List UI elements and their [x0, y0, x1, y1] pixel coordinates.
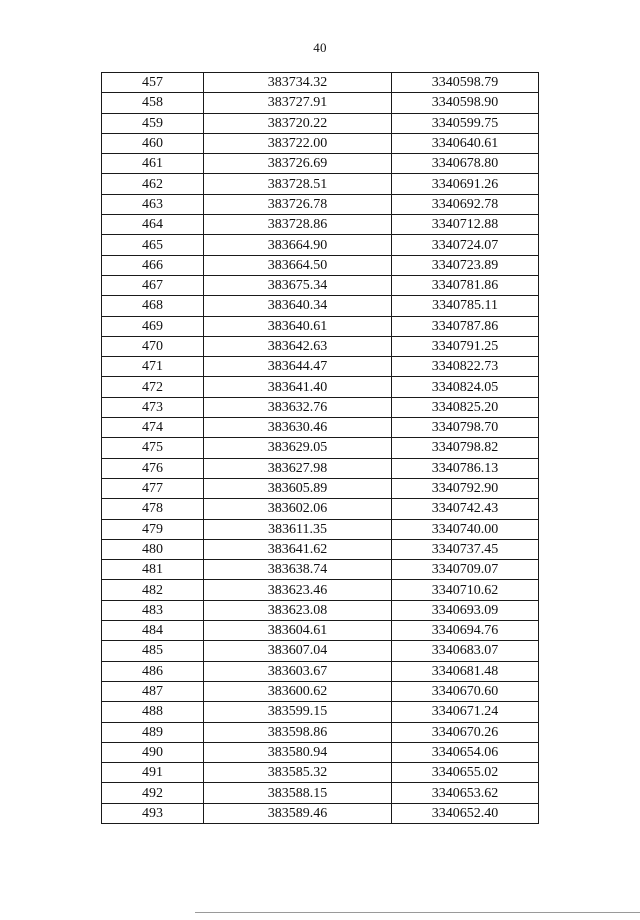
x-coordinate-cell: 383641.40: [204, 377, 392, 397]
x-coordinate-cell: 383720.22: [204, 113, 392, 133]
table-row: [102, 438, 539, 458]
table-row: [102, 154, 539, 174]
y-coordinate-cell: 3340798.82: [392, 438, 539, 458]
point-number-cell: 466: [102, 255, 204, 275]
y-coordinate-cell: 3340822.73: [392, 357, 539, 377]
point-number-cell: 470: [102, 336, 204, 356]
point-number-cell: 476: [102, 458, 204, 478]
table-row: [102, 357, 539, 377]
x-coordinate-cell: 383664.50: [204, 255, 392, 275]
y-coordinate-cell: 3340785.11: [392, 296, 539, 316]
y-coordinate-cell: 3340691.26: [392, 174, 539, 194]
x-coordinate-cell: 383623.46: [204, 580, 392, 600]
table-row: [102, 519, 539, 539]
table-row: [102, 418, 539, 438]
table-row: [102, 763, 539, 783]
table-row: [102, 661, 539, 681]
y-coordinate-cell: 3340742.43: [392, 499, 539, 519]
table-row: [102, 215, 539, 235]
table-row: [102, 681, 539, 701]
x-coordinate-cell: 383598.86: [204, 722, 392, 742]
y-coordinate-cell: 3340598.90: [392, 93, 539, 113]
y-coordinate-cell: 3340653.62: [392, 783, 539, 803]
x-coordinate-cell: 383603.67: [204, 661, 392, 681]
table-row: [102, 377, 539, 397]
y-coordinate-cell: 3340671.24: [392, 702, 539, 722]
x-coordinate-cell: 383640.34: [204, 296, 392, 316]
table-row: [102, 600, 539, 620]
y-coordinate-cell: 3340787.86: [392, 316, 539, 336]
point-number-cell: 458: [102, 93, 204, 113]
point-number-cell: 487: [102, 681, 204, 701]
x-coordinate-cell: 383623.08: [204, 600, 392, 620]
x-coordinate-cell: 383632.76: [204, 397, 392, 417]
x-coordinate-cell: 383675.34: [204, 275, 392, 295]
y-coordinate-cell: 3340692.78: [392, 194, 539, 214]
x-coordinate-cell: 383588.15: [204, 783, 392, 803]
y-coordinate-cell: 3340792.90: [392, 478, 539, 498]
point-number-cell: 474: [102, 418, 204, 438]
point-number-cell: 457: [102, 73, 204, 93]
table-row: [102, 397, 539, 417]
point-number-cell: 480: [102, 539, 204, 559]
x-coordinate-cell: 383604.61: [204, 621, 392, 641]
point-number-cell: 465: [102, 235, 204, 255]
y-coordinate-cell: 3340710.62: [392, 580, 539, 600]
y-coordinate-cell: 3340737.45: [392, 539, 539, 559]
point-number-cell: 469: [102, 316, 204, 336]
y-coordinate-cell: 3340740.00: [392, 519, 539, 539]
point-number-cell: 483: [102, 600, 204, 620]
x-coordinate-cell: 383642.63: [204, 336, 392, 356]
y-coordinate-cell: 3340693.09: [392, 600, 539, 620]
table-row: [102, 93, 539, 113]
table-row: [102, 621, 539, 641]
point-number-cell: 484: [102, 621, 204, 641]
table-row: [102, 194, 539, 214]
y-coordinate-cell: 3340655.02: [392, 763, 539, 783]
y-coordinate-cell: 3340670.26: [392, 722, 539, 742]
y-coordinate-cell: 3340598.79: [392, 73, 539, 93]
x-coordinate-cell: 383629.05: [204, 438, 392, 458]
x-coordinate-cell: 383630.46: [204, 418, 392, 438]
table-row: [102, 133, 539, 153]
y-coordinate-cell: 3340781.86: [392, 275, 539, 295]
table-row: [102, 560, 539, 580]
point-number-cell: 464: [102, 215, 204, 235]
x-coordinate-cell: 383728.51: [204, 174, 392, 194]
x-coordinate-cell: 383627.98: [204, 458, 392, 478]
point-number-cell: 482: [102, 580, 204, 600]
y-coordinate-cell: 3340709.07: [392, 560, 539, 580]
x-coordinate-cell: 383664.90: [204, 235, 392, 255]
table-row: [102, 722, 539, 742]
point-number-cell: 468: [102, 296, 204, 316]
point-number-cell: 471: [102, 357, 204, 377]
x-coordinate-cell: 383602.06: [204, 499, 392, 519]
y-coordinate-cell: 3340712.88: [392, 215, 539, 235]
table-row: [102, 580, 539, 600]
y-coordinate-cell: 3340683.07: [392, 641, 539, 661]
y-coordinate-cell: 3340678.80: [392, 154, 539, 174]
bottom-rule: [195, 912, 640, 913]
table-row: [102, 113, 539, 133]
table-row: [102, 803, 539, 823]
y-coordinate-cell: 3340652.40: [392, 803, 539, 823]
table-row: [102, 73, 539, 93]
point-number-cell: 478: [102, 499, 204, 519]
table-row: [102, 702, 539, 722]
y-coordinate-cell: 3340654.06: [392, 742, 539, 762]
x-coordinate-cell: 383727.91: [204, 93, 392, 113]
y-coordinate-cell: 3340825.20: [392, 397, 539, 417]
point-number-cell: 491: [102, 763, 204, 783]
y-coordinate-cell: 3340670.60: [392, 681, 539, 701]
table-row: [102, 458, 539, 478]
point-number-cell: 489: [102, 722, 204, 742]
x-coordinate-cell: 383589.46: [204, 803, 392, 823]
y-coordinate-cell: 3340599.75: [392, 113, 539, 133]
x-coordinate-cell: 383611.35: [204, 519, 392, 539]
point-number-cell: 467: [102, 275, 204, 295]
point-number-cell: 486: [102, 661, 204, 681]
x-coordinate-cell: 383580.94: [204, 742, 392, 762]
x-coordinate-cell: 383728.86: [204, 215, 392, 235]
y-coordinate-cell: 3340786.13: [392, 458, 539, 478]
x-coordinate-cell: 383585.32: [204, 763, 392, 783]
x-coordinate-cell: 383726.78: [204, 194, 392, 214]
x-coordinate-cell: 383641.62: [204, 539, 392, 559]
x-coordinate-cell: 383644.47: [204, 357, 392, 377]
table-row: [102, 539, 539, 559]
point-number-cell: 475: [102, 438, 204, 458]
point-number-cell: 462: [102, 174, 204, 194]
point-number-cell: 460: [102, 133, 204, 153]
table-row: [102, 478, 539, 498]
table-row: [102, 235, 539, 255]
table-row: [102, 499, 539, 519]
table-row: [102, 742, 539, 762]
table-row: [102, 641, 539, 661]
point-number-cell: 492: [102, 783, 204, 803]
x-coordinate-cell: 383734.32: [204, 73, 392, 93]
table-row: [102, 336, 539, 356]
point-number-cell: 493: [102, 803, 204, 823]
y-coordinate-cell: 3340640.61: [392, 133, 539, 153]
point-number-cell: 463: [102, 194, 204, 214]
x-coordinate-cell: 383599.15: [204, 702, 392, 722]
point-number-cell: 477: [102, 478, 204, 498]
y-coordinate-cell: 3340798.70: [392, 418, 539, 438]
table-row: [102, 174, 539, 194]
point-number-cell: 485: [102, 641, 204, 661]
x-coordinate-cell: 383722.00: [204, 133, 392, 153]
point-number-cell: 461: [102, 154, 204, 174]
point-number-cell: 459: [102, 113, 204, 133]
page-number: 40: [313, 40, 327, 55]
coordinate-table-body: [102, 73, 539, 824]
x-coordinate-cell: 383605.89: [204, 478, 392, 498]
x-coordinate-cell: 383638.74: [204, 560, 392, 580]
x-coordinate-cell: 383600.62: [204, 681, 392, 701]
y-coordinate-cell: 3340681.48: [392, 661, 539, 681]
x-coordinate-cell: 383726.69: [204, 154, 392, 174]
table-row: [102, 783, 539, 803]
point-number-cell: 473: [102, 397, 204, 417]
table-row: [102, 255, 539, 275]
x-coordinate-cell: 383640.61: [204, 316, 392, 336]
point-number-cell: 481: [102, 560, 204, 580]
point-number-cell: 472: [102, 377, 204, 397]
y-coordinate-cell: 3340791.25: [392, 336, 539, 356]
x-coordinate-cell: 383607.04: [204, 641, 392, 661]
point-number-cell: 488: [102, 702, 204, 722]
point-number-cell: 479: [102, 519, 204, 539]
coordinate-table: [101, 72, 539, 824]
table-row: [102, 275, 539, 295]
y-coordinate-cell: 3340694.76: [392, 621, 539, 641]
table-row: [102, 316, 539, 336]
y-coordinate-cell: 3340724.07: [392, 235, 539, 255]
table-row: [102, 296, 539, 316]
y-coordinate-cell: 3340824.05: [392, 377, 539, 397]
y-coordinate-cell: 3340723.89: [392, 255, 539, 275]
point-number-cell: 490: [102, 742, 204, 762]
